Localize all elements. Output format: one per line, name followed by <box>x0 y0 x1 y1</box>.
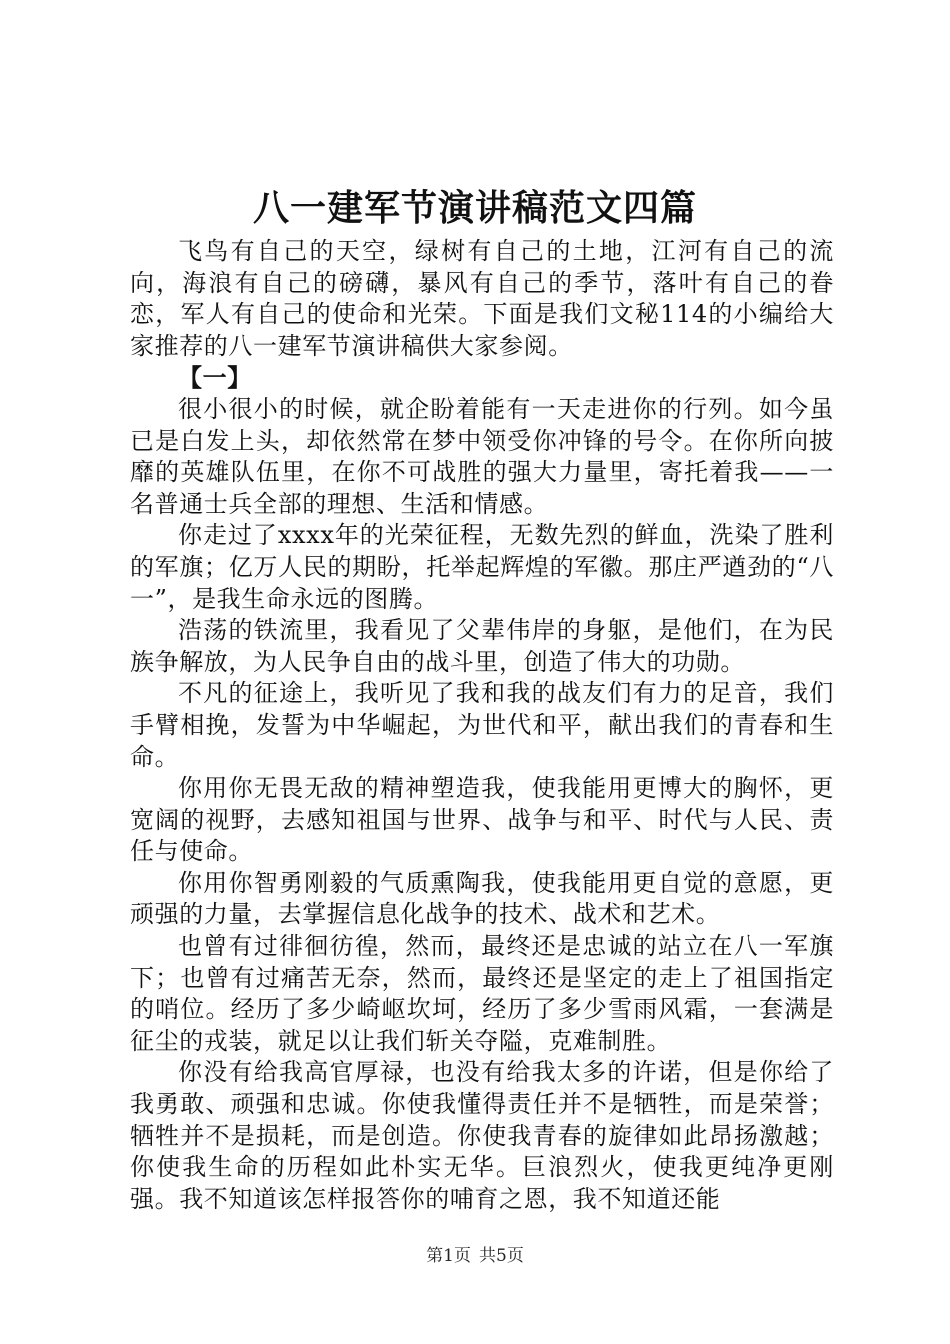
body-paragraph: 你用你无畏无敌的精神塑造我，使我能用更博大的胸怀，更宽阔的视野，去感知祖国与世界、战争与和平、时代与人民、责任与使命。 <box>130 774 834 866</box>
section-heading: 【一】 <box>178 363 252 393</box>
body-paragraph: 你用你智勇刚毅的气质熏陶我，使我能用更自觉的意愿，更顽强的力量，去掌握信息化战争的技术、战术和艺术。 <box>130 868 834 929</box>
body-paragraph: 浩荡的铁流里，我看见了父辈伟岸的身躯，是他们，在为民族争解放，为人民争自由的战斗里，创造了伟大的功勋。 <box>130 616 834 676</box>
page-total: 共5页 <box>479 1246 524 1266</box>
body-paragraph: 你走过了xxxx年的光荣征程，无数先烈的鲜血，洗染了胜利的军旗；亿万人民的期盼，托举起辉煌的军徽。那庄严遒劲的“八一”，是我生命永远的图腾。 <box>130 521 834 613</box>
body-paragraph: 不凡的征途上，我听见了我和我的战友们有力的足音，我们手臂相挽，发誓为中华崛起，为世代和平，献出我们的青春和生命。 <box>130 679 834 771</box>
body-paragraph: 也曾有过徘徊彷徨，然而，最终还是忠诚的站立在八一军旗下；也曾有过痛苦无奈，然而，最终还是坚定的走上了祖国指定的哨位。经历了多少崎岖坎坷，经历了多少雪雨风霜，一套满是征尘的戎装，就足以让我们斩关夺隘，克难制胜。 <box>130 932 834 1055</box>
document-title: 八一建军节演讲稿范文四篇 <box>252 187 697 229</box>
page-footer <box>0 1244 950 1268</box>
body-paragraph: 很小很小的时候，就企盼着能有一天走进你的行列。如今虽已是白发上头，却依然常在梦中领受你冲锋的号令。在你所向披靡的英雄队伍里，在你不可战胜的强大力量里，寄托着我——一名普通士兵全部的理想、生活和情感。 <box>130 394 834 518</box>
page-number: 第1页 <box>426 1246 471 1266</box>
body-paragraph: 你没有给我高官厚禄，也没有给我太多的许诺，但是你给了我勇敢、顽强和忠诚。你使我懂得责任并不是牺牲，而是荣誉；牺牲并不是损耗，而是创造。你使我青春的旋律如此昂扬激越；你使我生命的历程如此朴实无华。巨浪烈火，使我更纯净更刚强。我不知道该怎样报答你的哺育之恩，我不知道还能 <box>130 1058 834 1213</box>
intro-paragraph: 飞鸟有自己的天空，绿树有自己的土地，江河有自己的流向，海浪有自己的磅礴，暴风有自己的季节，落叶有自己的眷恋，军人有自己的使命和光荣。下面是我们文秘114的小编给大家推荐的八一建军节演讲稿供大家参阅。 <box>130 237 834 360</box>
document-body <box>130 236 834 1215</box>
